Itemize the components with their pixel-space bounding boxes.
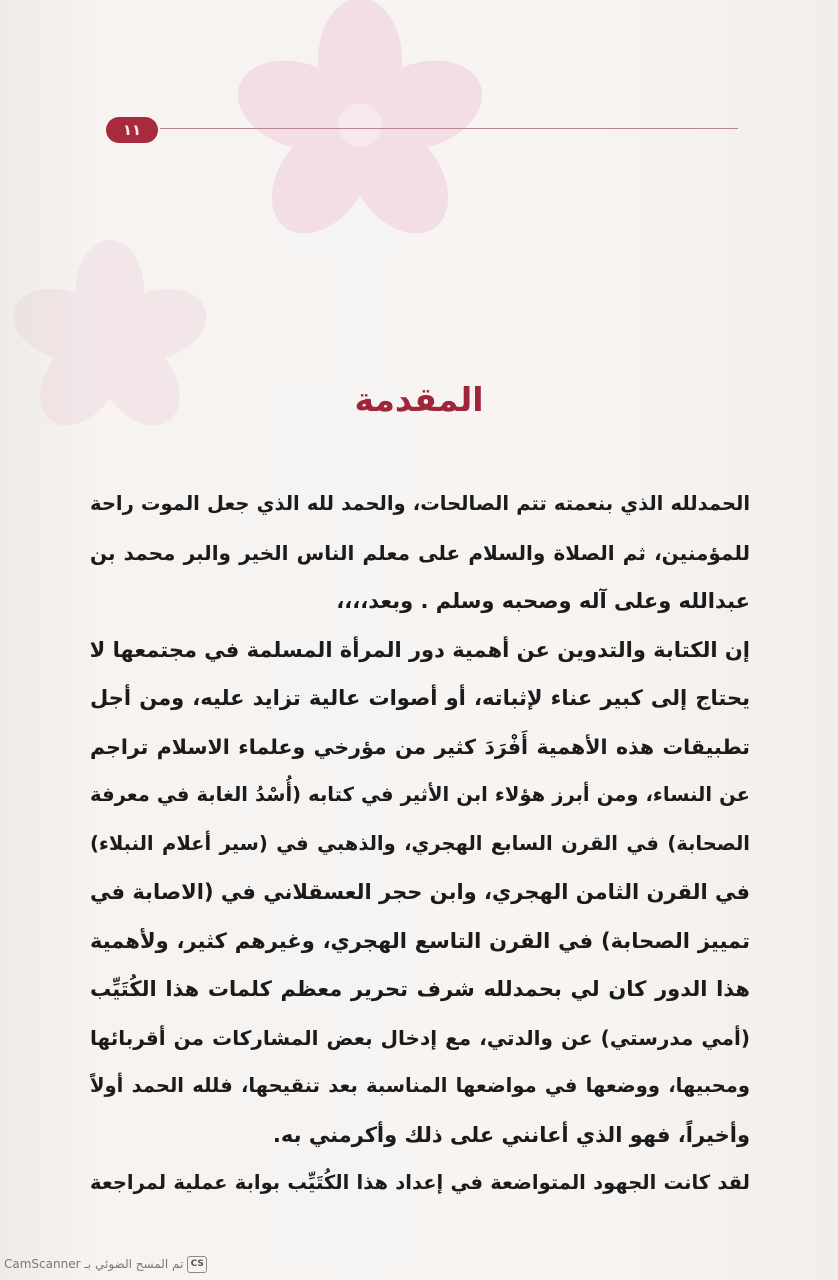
body-text bbox=[90, 480, 750, 1208]
section-title: المقدمة bbox=[354, 380, 484, 419]
text-line: لقد كانت الجهود المتواضعة في إعداد هذا الكُتَيِّب بوابة عملية لمراجعة bbox=[90, 1171, 750, 1194]
text-line: تطبيقات هذه الأهمية أَفْرَدَ كثير من مؤرخي وعلماء الاسلام تراجم bbox=[90, 734, 750, 759]
scanner-watermark bbox=[4, 1254, 207, 1274]
text-line: تمييز الصحابة) في القرن التاسع الهجري، وغيرهم كثير، ولأهمية bbox=[90, 928, 750, 953]
text-line: للمؤمنين، ثم الصلاة والسلام على معلم الناس الخير والبر محمد بن bbox=[90, 540, 750, 565]
text-line: في القرن الثامن الهجري، وابن حجر العسقلاني في (الاصابة في bbox=[90, 880, 750, 904]
text-line: هذا الدور كان لي بحمدلله شرف تحرير معظم كلمات هذا الكُتَيِّب bbox=[90, 977, 750, 1001]
text-line: يحتاج إلى كبير عناء لإثباته، أو أصوات عالية تزايد عليه، ومن أجل bbox=[90, 686, 750, 710]
text-line: الصحابة) في القرن السابع الهجري، والذهبي في (سير أعلام النبلاء) bbox=[90, 831, 750, 855]
text-line: الحمدلله الذي بنعمته تتم الصالحات، والحمد لله الذي جعل الموت راحة bbox=[90, 492, 750, 515]
text-line: إن الكتابة والتدوين عن أهمية دور المرأة المسلمة في مجتمعها لا bbox=[90, 637, 750, 662]
page-number-badge: ١١ bbox=[106, 117, 158, 143]
text-line: (أمي مدرستي) عن والدتي، مع إدخال بعض المشاركات من أقربائها bbox=[90, 1025, 750, 1050]
scanner-text: تم المسح الضوئي بـ CamScanner bbox=[4, 1257, 184, 1271]
faint-flower-decoration-icon bbox=[0, 240, 230, 440]
text-line: عن النساء، ومن أبرز هؤلاء ابن الأثير في كتابه (أُسْدُ الغابة في معرفة bbox=[90, 783, 750, 806]
text-line: وأخيراً، فهو الذي أعانني على ذلك وأكرمني به. bbox=[272, 1122, 750, 1147]
camscanner-logo-icon: CS bbox=[187, 1256, 207, 1273]
flower-decoration-icon bbox=[230, 0, 490, 250]
text-line: عبدالله وعلى آله وصحبه وسلم . وبعد،،،، bbox=[336, 589, 750, 613]
header-divider bbox=[160, 128, 738, 129]
text-line: ومحبيها، ووضعها في مواضعها المناسبة بعد تنقيحها، فلله الحمد أولاً bbox=[90, 1074, 750, 1097]
